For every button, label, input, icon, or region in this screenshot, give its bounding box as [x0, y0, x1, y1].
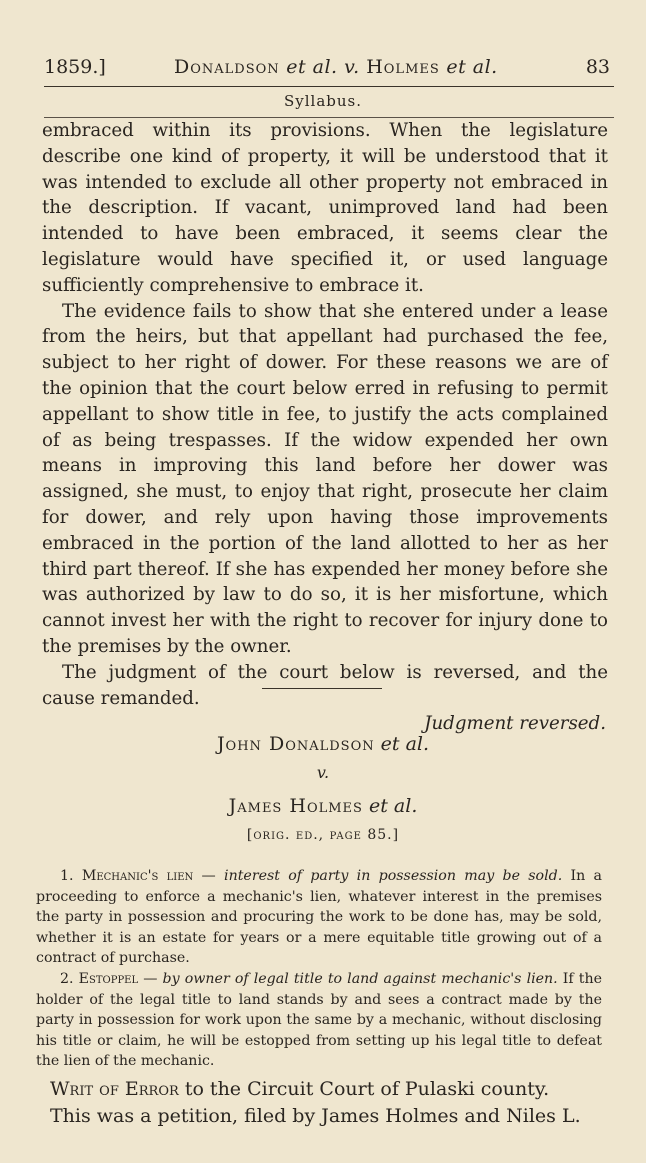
petition-line: This was a petition, filed by James Holmes and Niles L.: [50, 1105, 581, 1127]
header-etal-1: et al.: [286, 56, 338, 78]
original-edition-ref: [0, 827, 646, 843]
case-opening: [50, 1076, 602, 1130]
headnotes: [36, 866, 602, 1072]
headnote-1: [36, 866, 602, 969]
headnote-2-head: 2. Estoppel —: [60, 970, 158, 987]
header-etal-2: et al.: [446, 56, 498, 78]
opinion-paragraph: embraced within its provisions. When the legislature describe one kind of property, it will be understood that it was intended to exclude all other property not embraced in the description. If vacant, unimproved land had been intended to have been embraced, it seems clear the legislature would have specified it, or used language sufficiently comprehensive to embrace it.: [42, 120, 608, 296]
case-separator-rule: [262, 688, 382, 689]
headnote-2-text: If the holder of the legal title to land stands by and sees a contract made by the party in possession for work upon the same by a mechanic, without disclosing his title or claim, he will be estopped from setting up his legal title to defeat the lien of the mechanic.: [36, 970, 602, 1070]
running-header: [44, 52, 610, 82]
orig-ref-text: [orig. ed., page 85.]: [246, 827, 400, 843]
case-defendant: [0, 795, 646, 817]
case-versus: [0, 763, 646, 782]
header-rule: [44, 86, 614, 87]
opinion-text: [42, 118, 608, 737]
opinion-paragraph: The evidence fails to show that she entered under a lease from the heirs, but that appellant had purchased the fee, subject to her right of dower. For these reasons we are of the opinion that the court below erred in refusing to permit appellant to show title in fee, to justify the acts complained of as being trespasses. If the widow expended her own means in improving this land before her dower was assigned, she must, to enjoy that right, prosecute her claim for dower, and rely upon having those improvements embraced in the portion of the land allotted to her as her third part thereof. If she has expended her money before she was authorized by law to do so, it is her misfortune, which cannot invest her with the right to recover for injury done to the premises by the owner.: [42, 300, 608, 657]
header-defendant: Holmes: [366, 56, 440, 78]
section-label: Syllabus.: [283, 92, 363, 110]
case-plaintiff: [0, 733, 646, 755]
disposition: Judgment reversed.: [424, 713, 606, 735]
header-plaintiff: Donaldson: [174, 56, 280, 78]
headnote-1-head: 1. Mechanic's lien —: [60, 868, 216, 884]
page-number: 83: [585, 56, 610, 78]
writ-text: to the Circuit Court of Pulaski county.: [178, 1078, 550, 1100]
plaintiff-name: John Donaldson: [216, 733, 375, 755]
headnote-1-topic: interest of party in possession may be sold.: [224, 868, 563, 884]
plaintiff-etal: et al.: [380, 733, 430, 755]
opinion-paragraph: The judgment of the court below is reversed, and the cause remanded.: [42, 661, 608, 709]
headnote-2-topic: by owner of legal title to land against mechanic's lien.: [162, 970, 558, 987]
headnote-2: [36, 969, 602, 1072]
headnote-1-text: In a proceeding to enforce a mechanic's lien, whatever interest in the premises the party in possession and procuring the work to be done has, may be sold, whether it is an estate for years or a mere equitable title growing out of a contract of purchase.: [36, 868, 602, 967]
writ-head: Writ of Error: [50, 1078, 179, 1100]
defendant-name: James Holmes: [228, 795, 363, 817]
header-versus: v.: [344, 56, 360, 78]
defendant-etal: et al.: [369, 795, 418, 817]
versus-label: v.: [316, 763, 330, 782]
year-label: 1859.]: [44, 56, 106, 78]
writ-line: [50, 1076, 602, 1103]
running-title: [174, 56, 498, 78]
